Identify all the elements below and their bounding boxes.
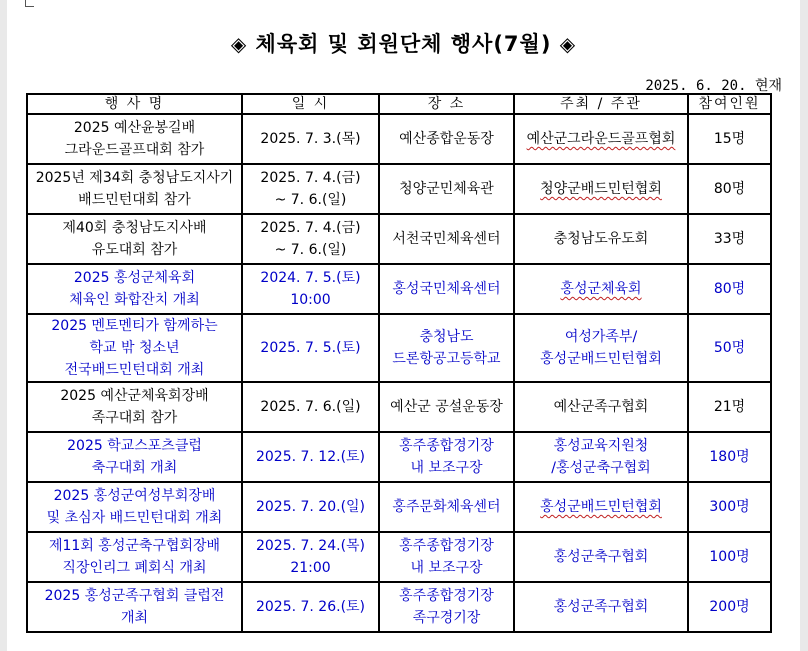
table-row bbox=[27, 214, 771, 264]
event-cell: 2025년 제34회 충청남도지사기 배드민턴대회 참가 bbox=[27, 164, 242, 214]
table-row bbox=[27, 432, 771, 482]
table-row bbox=[27, 114, 771, 164]
date-cell: 2025. 7. 24.(목) 21:00 bbox=[242, 532, 379, 582]
participants-cell: 80명 bbox=[688, 164, 771, 214]
participants-cell: 180명 bbox=[688, 432, 771, 482]
date-cell: 2025. 7. 12.(토) bbox=[242, 432, 379, 482]
title-text: 체육회 및 회원단체 행사(7월) bbox=[255, 32, 552, 56]
date-cell: 2025. 7. 4.(금) ~ 7. 6.(일) bbox=[242, 164, 379, 214]
place-cell: 서천국민체육센터 bbox=[379, 214, 514, 264]
host-cell: 여성가족부/ 홍성군배드민턴협회 bbox=[514, 314, 688, 382]
participants-cell: 100명 bbox=[688, 532, 771, 582]
place-cell: 홍주종합경기장 내 보조구장 bbox=[379, 432, 514, 482]
header-host: 주최 / 주관 bbox=[514, 94, 688, 114]
header-place: 장 소 bbox=[379, 94, 514, 114]
date-cell: 2025. 7. 6.(일) bbox=[242, 382, 379, 432]
date-cell: 2025. 7. 20.(일) bbox=[242, 482, 379, 532]
page-corner-mark bbox=[25, 0, 34, 7]
event-cell: 2025 멘토멘티가 함께하는 학교 밖 청소년 전국배드민턴대회 개최 bbox=[27, 314, 242, 382]
place-cell: 홍주종합경기장 내 보조구장 bbox=[379, 532, 514, 582]
table-row bbox=[27, 582, 771, 632]
date-cell: 2025. 7. 5.(토) bbox=[242, 314, 379, 382]
host-cell bbox=[514, 164, 688, 214]
document-page bbox=[7, 0, 800, 651]
event-cell: 2025 예산군체육회장배 족구대회 참가 bbox=[27, 382, 242, 432]
date-cell: 2025. 7. 26.(토) bbox=[242, 582, 379, 632]
participants-cell: 33명 bbox=[688, 214, 771, 264]
place-cell: 충청남도 드론항공고등학교 bbox=[379, 314, 514, 382]
date-cell: 2025. 7. 4.(금) ~ 7. 6.(일) bbox=[242, 214, 379, 264]
participants-cell: 15명 bbox=[688, 114, 771, 164]
host-cell bbox=[514, 482, 688, 532]
host-cell bbox=[514, 264, 688, 314]
header-row bbox=[27, 94, 771, 114]
date-cell: 2024. 7. 5.(토) 10:00 bbox=[242, 264, 379, 314]
date-cell: 2025. 7. 3.(목) bbox=[242, 114, 379, 164]
title-marker-left: ◈ bbox=[230, 32, 248, 56]
table-row bbox=[27, 532, 771, 582]
place-cell: 예산종합운동장 bbox=[379, 114, 514, 164]
event-cell: 2025 홍성군여성부회장배 및 초심자 배드민턴대회 개최 bbox=[27, 482, 242, 532]
host-cell bbox=[514, 114, 688, 164]
participants-cell: 200명 bbox=[688, 582, 771, 632]
table-row bbox=[27, 264, 771, 314]
host-cell: 홍성군족구협회 bbox=[514, 582, 688, 632]
events-table bbox=[26, 93, 772, 633]
host-cell: 예산군족구협회 bbox=[514, 382, 688, 432]
event-cell: 2025 학교스포츠클럽 축구대회 개최 bbox=[27, 432, 242, 482]
event-cell: 제40회 충청남도지사배 유도대회 참가 bbox=[27, 214, 242, 264]
place-cell: 홍주문화체육센터 bbox=[379, 482, 514, 532]
place-cell: 홍성국민체육센터 bbox=[379, 264, 514, 314]
header-participants: 참여인원 bbox=[688, 94, 771, 114]
place-cell: 홍주종합경기장 족구경기장 bbox=[379, 582, 514, 632]
title-marker-right: ◈ bbox=[559, 32, 577, 56]
place-cell: 청양군민체육관 bbox=[379, 164, 514, 214]
host-text: 예산군그라운드골프협회 bbox=[526, 131, 676, 147]
header-event: 행 사 명 bbox=[27, 94, 242, 114]
event-cell: 제11회 홍성군축구협회장배 직장인리그 폐회식 개최 bbox=[27, 532, 242, 582]
table-row bbox=[27, 164, 771, 214]
participants-cell: 50명 bbox=[688, 314, 771, 382]
event-cell: 2025 홍성군체육회 체육인 화합잔치 개최 bbox=[27, 264, 242, 314]
host-cell: 홍성교육지원청 /홍성군축구협회 bbox=[514, 432, 688, 482]
document-title bbox=[7, 28, 800, 58]
event-cell: 2025 예산윤봉길배 그라운드골프대회 참가 bbox=[27, 114, 242, 164]
host-text: 홍성군배드민턴협회 bbox=[540, 499, 662, 515]
table-row bbox=[27, 482, 771, 532]
header-date: 일 시 bbox=[242, 94, 379, 114]
host-cell: 홍성군축구협회 bbox=[514, 532, 688, 582]
host-cell: 충청남도유도회 bbox=[514, 214, 688, 264]
host-text: 홍성군체육회 bbox=[560, 281, 642, 297]
table-row bbox=[27, 314, 771, 382]
participants-cell: 21명 bbox=[688, 382, 771, 432]
host-text: 청양군배드민턴협회 bbox=[540, 181, 662, 197]
participants-cell: 80명 bbox=[688, 264, 771, 314]
as-of-date: 2025. 6. 20. 현재 bbox=[645, 78, 782, 94]
place-cell: 예산군 공설운동장 bbox=[379, 382, 514, 432]
event-cell: 2025 홍성군족구협회 클럽전 개최 bbox=[27, 582, 242, 632]
participants-cell: 300명 bbox=[688, 482, 771, 532]
table-row bbox=[27, 382, 771, 432]
